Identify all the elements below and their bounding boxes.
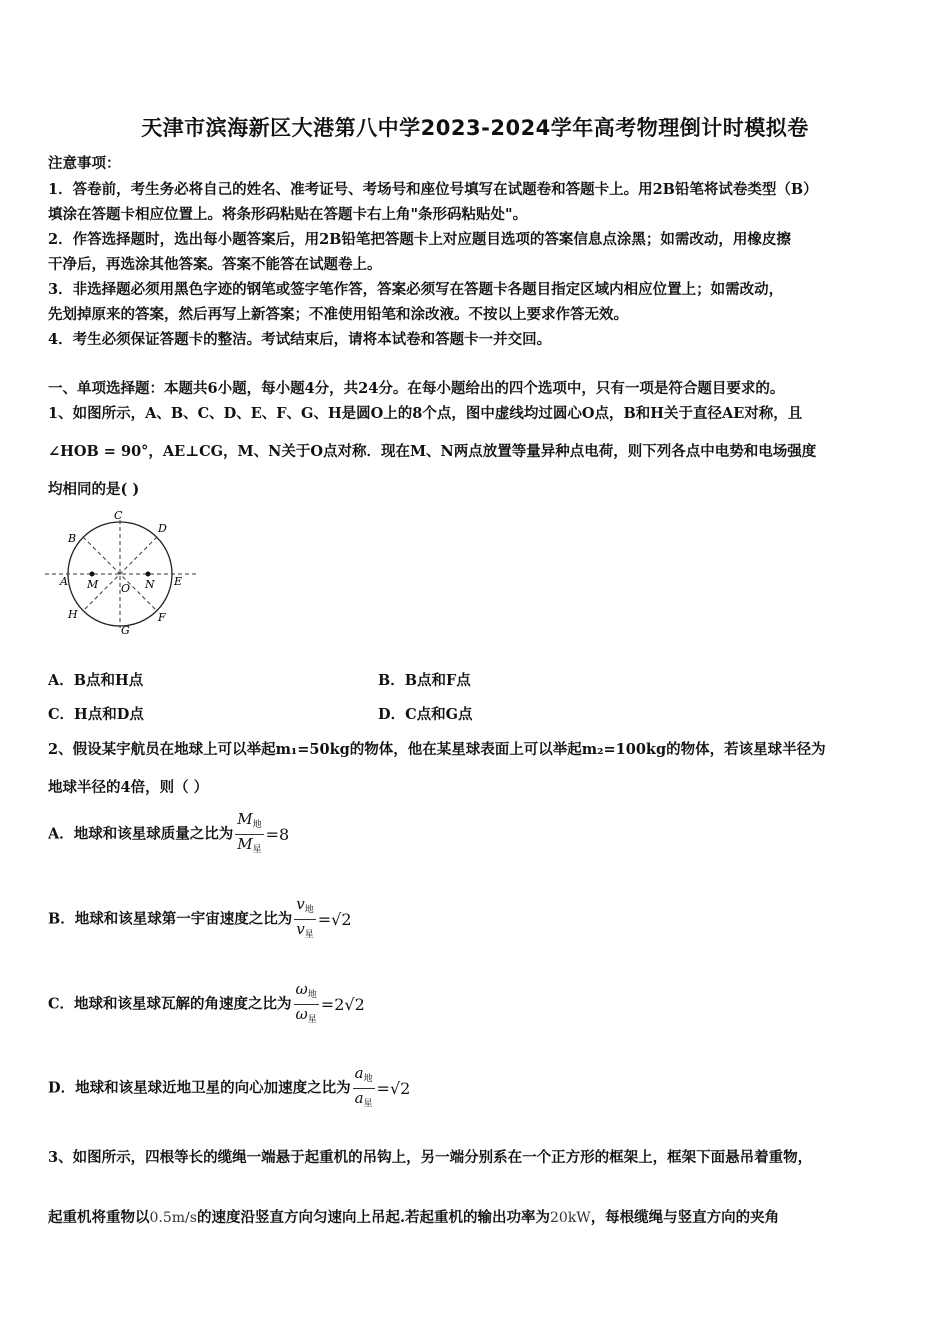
notice-line: 干净后，再选涂其他答案。答案不能答在试题卷上。 — [48, 256, 382, 273]
equation-value: =√2 — [376, 1079, 411, 1098]
figure-label: C — [114, 510, 123, 522]
question-1-stem: ∠HOB = 90°，AE⊥CG，M、N关于O点对称．现在M、N两点放置等量异种点电荷，则下列各点中电势和电场强度 — [48, 443, 817, 460]
figure-label: G — [121, 624, 130, 637]
option-c[interactable] — [48, 980, 365, 1029]
option-text: D．地球和该星球近地卫星的向心加速度之比为 — [48, 1079, 351, 1097]
notice-heading: 注意事项： — [48, 155, 121, 172]
equation-value: =√2 — [317, 910, 352, 929]
option-c[interactable]: C．H点和D点 — [48, 706, 144, 723]
figure-label: N — [145, 578, 155, 591]
option-b[interactable]: B．B点和F点 — [378, 672, 471, 689]
figure-label: M — [87, 578, 99, 591]
equation-value: =8 — [265, 825, 290, 844]
q3-text: 起重机将重物以 — [48, 1209, 150, 1226]
option-text: C．地球和该星球瓦解的角速度之比为 — [48, 995, 292, 1013]
equation-value: =2√2 — [320, 995, 365, 1014]
notice-line: 填涂在答题卡相应位置上。将条形码粘贴在答题卡右上角"条形码粘贴处"。 — [48, 206, 528, 223]
circle-figure — [45, 510, 200, 640]
question-2-stem: 地球半径的4倍，则（ ） — [48, 779, 209, 796]
figure-label: A — [60, 575, 68, 588]
option-text: A．地球和该星球质量之比为 — [48, 825, 234, 843]
option-text: B．地球和该星球第一宇宙速度之比为 — [48, 910, 293, 928]
fraction: $\frac{a_地}{a_星}$ — [354, 1064, 373, 1109]
speed-value: 0.5m/s — [149, 1210, 197, 1226]
question-2-stem: 2、假设某宇航员在地球上可以举起m₁=50kg的物体，他在某星球表面上可以举起m₂=100kg的物体，若该星球半径为 — [48, 741, 826, 758]
power-value: 20kW — [550, 1210, 591, 1226]
option-d[interactable] — [48, 1064, 410, 1113]
q3-text: 的速度沿竖直方向匀速向上吊起.若起重机的输出功率为 — [196, 1209, 550, 1226]
question-3-stem: 3、如图所示，四根等长的缆绳一端悬于起重机的吊钩上，另一端分别系在一个正方形的框架上，框架下面悬吊着重物， — [48, 1149, 813, 1166]
figure-label: E — [174, 575, 183, 588]
section-heading: 一、单项选择题：本题共6小题，每小题4分，共24分。在每小题给出的四个选项中，只有一项是符合题目要求的。 — [48, 380, 785, 397]
question-1-stem: 1、如图所示，A、B、C、D、E、F、G、H是圆O上的8个点，图中虚线均过圆心O点，B和H关于直径AE对称，且 — [48, 405, 803, 422]
figure-label: D — [158, 522, 167, 535]
figure-label: O — [121, 582, 131, 595]
notice-line: 1．答卷前，考生务必将自己的姓名、准考证号、考场号和座位号填写在试题卷和答题卡上。用2B铅笔将试卷类型（B） — [48, 181, 818, 198]
figure-label: B — [68, 532, 77, 545]
option-a[interactable]: A．B点和H点 — [48, 672, 144, 689]
question-3-stem — [48, 1206, 779, 1227]
q3-text: ，每根缆绳与竖直方向的夹角 — [590, 1209, 780, 1226]
page-title: 天津市滨海新区大港第八中学2023-2024学年高考物理倒计时模拟卷 — [141, 116, 809, 140]
option-a[interactable] — [48, 810, 289, 859]
notice-line: 3．非选择题必须用黑色字迹的钢笔或签字笔作答，答案必须写在答题卡各题目指定区域内相应位置上；如需改动， — [48, 281, 784, 298]
figure-label: F — [158, 611, 166, 624]
notice-line: 先划掉原来的答案，然后再写上新答案；不准使用铅笔和涂改液。不按以上要求作答无效。 — [48, 306, 628, 323]
notice-line: 4．考生必须保证答题卡的整洁。考试结束后，请将本试卷和答题卡一并交回。 — [48, 331, 552, 348]
fraction: $\frac{v_地}{v_星}$ — [296, 895, 314, 940]
notice-line: 2．作答选择题时，选出每小题答案后，用2B铅笔把答题卡上对应题目选项的答案信息点涂黑；如需改动，用橡皮擦 — [48, 231, 791, 248]
fraction: $\frac{\omega_地}{\omega_星}$ — [295, 980, 317, 1025]
question-1-stem: 均相同的是( ) — [48, 481, 140, 498]
option-d[interactable]: D．C点和G点 — [378, 706, 473, 723]
figure-label: H — [68, 608, 78, 621]
fraction: $\frac{M_地}{M_星}$ — [237, 810, 262, 855]
option-b[interactable] — [48, 895, 352, 944]
